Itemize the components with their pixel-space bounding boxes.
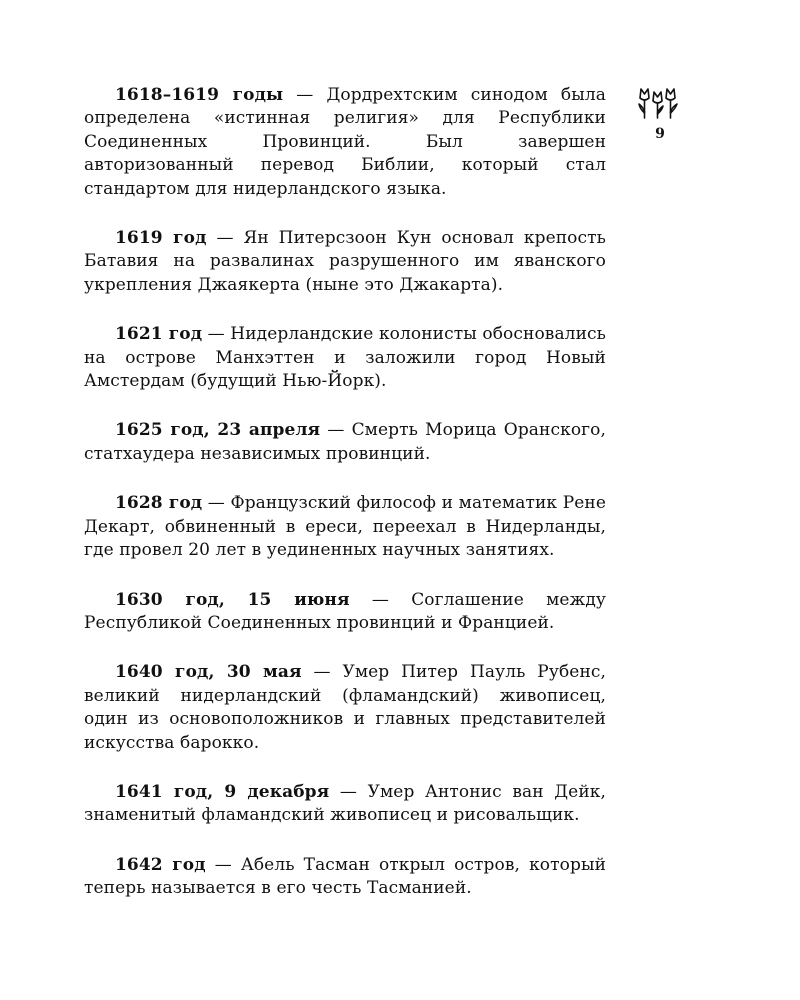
page-number: 9 [655,126,665,142]
entry-date: 1625 год, 23 апреля [115,420,321,441]
entry-date: 1618–1619 годы [115,85,284,105]
chronology-entry: 1630 год, 15 июня — Соглашение между Республикой Соединенных провинций и Францией. [84,589,606,633]
entry-date: 1628 год [115,493,203,514]
chronology-list [84,84,606,927]
chronology-entry: 1621 год — Нидерландские колонисты обосновались на острове Манхэттен и заложили город Новый Амстердам (будущий Нью-Йорк). [84,324,606,392]
entry-text: Ян Питерсзоон Кун основал крепость Батавия на развалинах разрушенного им яванского укрепления Джаякерта (ныне это Джакарта). [84,228,606,295]
chronology-entry: 1618–1619 годы — Дордрехтским синодом была определена «истинная религия» для Республики Соединенных Провинций. Был завершен авторизованный перевод Библии, который стал стандартом для нидерландского языка. [84,85,607,199]
tulips-icon [637,86,683,120]
entry-text: Умер Питер Пауль Рубенс, великий нидерландский (фламандский) живописец, один из основоположников и главных представителей искусства барокко. [84,662,606,753]
chronology-entry: 1640 год, 30 мая — Умер Питер Пауль Рубенс, великий нидерландский (фламандский) живописец, один из основоположников и главных представителей искусства барокко. [84,662,606,753]
chronology-entry: 1641 год, 9 декабря — Умер Антонис ван Дейк, знаменитый фламандский живописец и рисовальщик. [84,781,607,826]
chronology-entry: 1642 год — Абель Тасман открыл остров, который теперь называется в его честь Тасманией. [84,854,607,899]
entry-text: Французский философ и математик Рене Декарт, обвиненный в ереси, переехал в Нидерланды, где провел 20 лет в уединенных научных занятиях. [84,493,606,561]
entry-text: Дордрехтским синодом была определена «истинная религия» для Республики Соединенных Провинций. Был завершен авторизованный перевод Библии, который стал стандартом для нидерландского языка. [84,85,607,199]
chronology-entry: 1619 год — Ян Питерсзоон Кун основал крепость Батавия на развалинах разрушенного им яванского укрепления Джаякерта (ныне это Джакарта). [84,228,606,295]
entry-date: 1642 год [115,854,206,875]
chronology-entry: 1628 год — Французский философ и математик Рене Декарт, обвиненный в ереси, переехал в Нидерланды, где провел 20 лет в уединенных научных занятиях. [84,493,606,561]
chronology-entry: 1625 год, 23 апреля — Смерть Морица Оранского, статхаудера независимых провинций. [84,420,606,464]
entry-date: 1619 год [115,228,207,249]
entry-text: Нидерландские колонисты обосновались на острове Манхэттен и заложили город Новый Амстердам (будущий Нью-Йорк). [84,324,606,392]
entry-text: Умер Антонис ван Дейк, знаменитый фламандский живописец и рисовальщик. [84,781,607,826]
entry-text: Смерть Морица Оранского, статхаудера независимых провинций. [84,420,606,464]
entry-date: 1621 год [115,324,203,345]
entry-date: 1630 год, 15 июня [115,589,350,610]
entry-date: 1640 год, 30 мая [115,662,302,683]
entry-text: Соглашение между Республикой Соединенных провинций и Францией. [84,589,606,633]
entry-text: Абель Тасман открыл остров, который теперь называется в его честь Тасманией. [84,854,607,899]
entry-date: 1641 год, 9 декабря [115,781,330,802]
